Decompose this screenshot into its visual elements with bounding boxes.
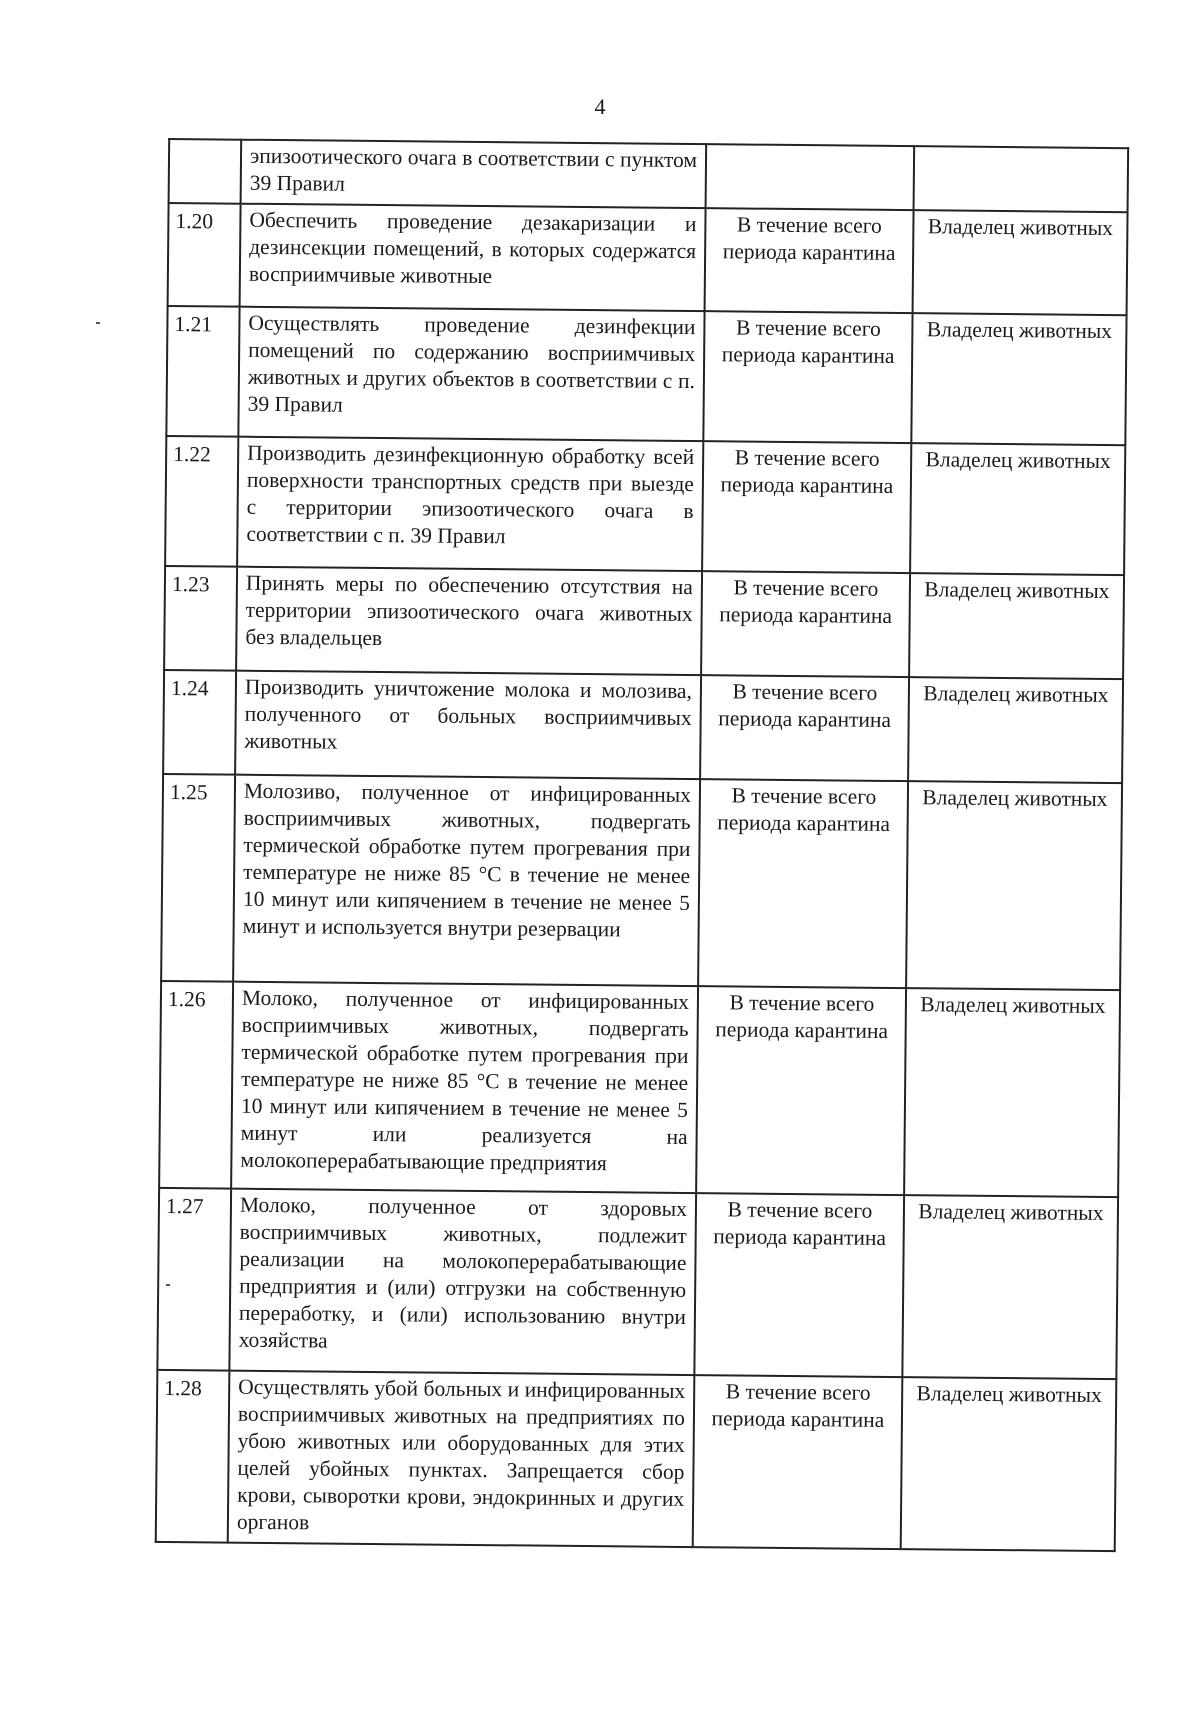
measure-period: В течение всего периода карантина [696,986,906,1195]
measure-period: В течение всего периода карантина [701,571,910,677]
measure-responsible: Владелец животных [902,1195,1118,1379]
table-row [163,670,1123,783]
measure-responsible: Владелец животных [908,677,1123,783]
measure-responsible: Владелец животных [913,210,1128,315]
measure-responsible: Владелец животных [910,443,1125,575]
table-row [165,436,1125,575]
measure-responsible: Владелец животных [906,781,1122,990]
measure-period: В течение всего периода карантина [694,1193,904,1377]
measure-period: В течение всего периода карантина [693,1375,903,1549]
measure-description: Осуществлять проведение дезинфекции помещений по содержанию восприимчивых животных и других объектов в соответствии с п. 39 Правил [238,307,704,441]
table-row [166,306,1126,445]
measures-table-body [156,139,1128,1551]
measure-description: Осуществлять убой больных и инфицированных восприимчивых животных на предприятиях по убою животных или оборудованных для этих целей убойных пунктах. Запрещается сбор крови, сыворотки крови, эндокринных и других органов [228,1371,695,1547]
measure-description: Молоко, полученное от инфицированных восприимчивых животных, подвергать термической обработке путем прогревания при температуре не ниже 85 °С в течение не менее 10 минут или кипячением в течение не менее 5 минут или реализуется на молокоперерабатывающие предприятия [231,982,698,1193]
measure-responsible: Владелец животных [911,313,1126,445]
measure-period: В течение всего периода карантина [703,311,912,443]
row-number: 1.21 [166,306,239,437]
measure-description: Обеспечить проведение дезакаризации и дезинсекции помещений, в которых содержатся восприимчивые животные [240,204,706,311]
row-number: 1.25 [161,774,235,982]
measure-period: В течение всего периода карантина [702,441,911,573]
row-number [169,139,242,204]
measure-description: Молоко, полученное от здоровых восприимчивых животных, подлежит реализации на молокоперерабатывающие предприятия и (или) отгрузки на собственную переработку, и (или) использованию внутри хозяйства [229,1189,696,1375]
measure-description: Производить дезинфекционную обработку всей поверхности транспортных средств при выезде с территории эпизоотического очага в соответствии с п. 39 Правил [237,437,703,571]
measure-responsible: Владелец животных [904,988,1120,1197]
page-number: 4 [594,94,606,119]
measure-responsible: Владелец животных [901,1377,1117,1551]
row-number: 1.27 [157,1188,231,1371]
row-number: 1.26 [159,981,233,1189]
table-row [161,774,1122,990]
row-number: 1.23 [164,566,237,671]
measure-period: В течение всего периода карантина [698,779,908,988]
table-row [168,203,1128,315]
table-row [169,139,1129,212]
measure-responsible: Владелец животных [909,573,1124,679]
table-row [157,1188,1118,1379]
table-row [159,981,1120,1197]
measure-description: Молозиво, полученное от инфицированных восприимчивых животных, подвергать термической обработке путем прогревания при температуре не ниже 85 °С в течение не менее 10 минут или кипячением в течение не менее 5 минут и используется внутри резервации [233,775,700,986]
measure-description: Принять меры по обеспечению отсутствия на территории эпизоотического очага животных без владельцев [236,567,702,675]
measure-responsible [914,146,1129,212]
measure-period: В течение всего периода карантина [700,675,909,781]
row-number: 1.24 [163,670,236,775]
row-number: 1.22 [165,436,238,567]
table-row [164,566,1124,679]
row-number: 1.20 [168,203,241,307]
measure-period [706,144,915,210]
row-number: 1.28 [156,1370,230,1543]
measure-description: Производить уничтожение молока и молозива, полученного от больных восприимчивых животных [235,671,701,779]
measures-table [155,138,1129,1552]
table-row [156,1370,1117,1551]
measure-period: В течение всего периода карантина [705,208,914,313]
measure-description: эпизоотического очага в соответствии с пунктом 39 Правил [241,140,707,208]
